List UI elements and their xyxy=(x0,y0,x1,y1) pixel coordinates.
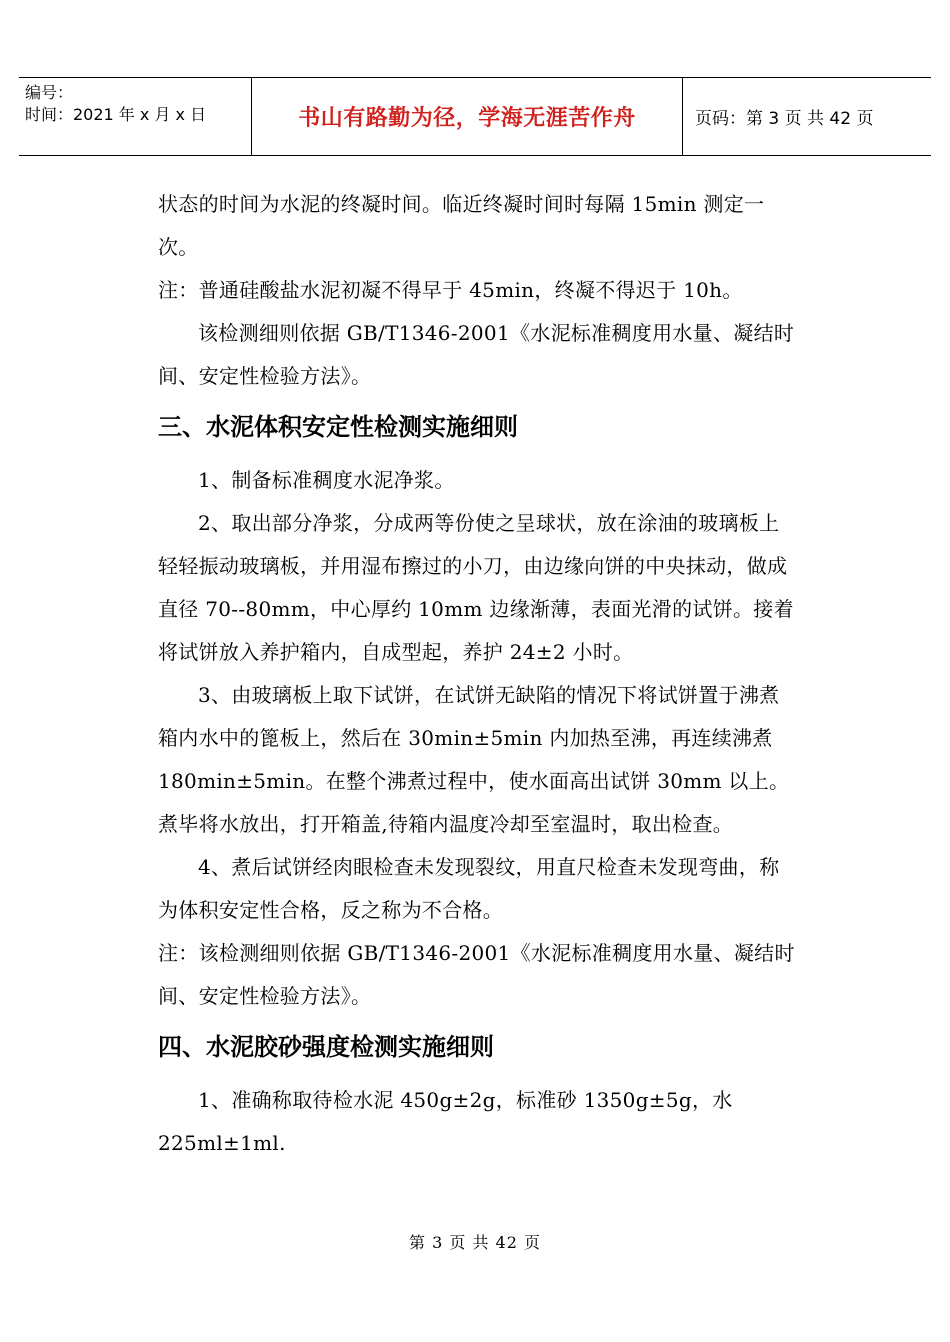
document-time-label: 时间：2021 年 x 月 x 日 xyxy=(25,105,207,124)
page-header xyxy=(19,77,931,156)
note-setting-time: 注：普通硅酸盐水泥初凝不得早于 45min，终凝不得迟于 10h。 xyxy=(158,278,743,302)
document-number-label: 编号： xyxy=(25,83,74,102)
list-item: 3、由玻璃板上取下试饼，在试饼无缺陷的情况下将试饼置于沸煮箱内水中的篦板上，然后在 30min±5min 内加热至沸，再连续沸煮 180min±5min。在整个沸煮过程中，使水面高出试饼 30mm 以上。煮毕将水放出，打开箱盖,待箱内温度冷却至室温时，取出检查。 xyxy=(158,683,790,836)
header-page-code: 页码：第 3 页 共 42 页 xyxy=(695,109,874,129)
list-item: 1、制备标准稠度水泥净浆。 xyxy=(198,468,455,492)
list-item: 2、取出部分净浆，分成两等份使之呈球状，放在涂油的玻璃板上轻轻振动玻璃板，并用湿布擦过的小刀，由边缘向饼的中央抹动，做成直径 70--80mm，中心厚约 10mm 边缘渐薄，表面光滑的试饼。接着将试饼放入养护箱内，自成型起，养护 24±2 小时。 xyxy=(158,511,794,664)
document-body xyxy=(158,183,798,1165)
section-heading-3: 三、水泥体积安定性检测实施细则 xyxy=(158,413,518,441)
list-item: 4、煮后试饼经肉眼检查未发现裂纹，用直尺检查未发现弯曲，称为体积安定性合格，反之称为不合格。 xyxy=(158,855,780,922)
page-footer: 第 3 页 共 42 页 xyxy=(409,1233,541,1252)
header-motto: 书山有路勤为径，学海无涯苦作舟 xyxy=(252,78,683,155)
paragraph-final-set: 状态的时间为水泥的终凝时间。临近终凝时间时每隔 15min 测定一次。 xyxy=(158,192,765,259)
header-meta xyxy=(19,78,252,155)
paragraph-standard-ref: 该检测细则依据 GB/T1346-2001《水泥标准稠度用水量、凝结时间、安定性检验方法》。 xyxy=(158,321,795,388)
list-item: 1、准确称取待检水泥 450g±2g，标准砂 1350g±5g，水 225ml±1ml. xyxy=(158,1088,733,1155)
section-heading-4: 四、水泥胶砂强度检测实施细则 xyxy=(158,1033,494,1061)
note-standard-ref: 注：该检测细则依据 GB/T1346-2001《水泥标准稠度用水量、凝结时间、安定性检验方法》。 xyxy=(158,941,795,1008)
